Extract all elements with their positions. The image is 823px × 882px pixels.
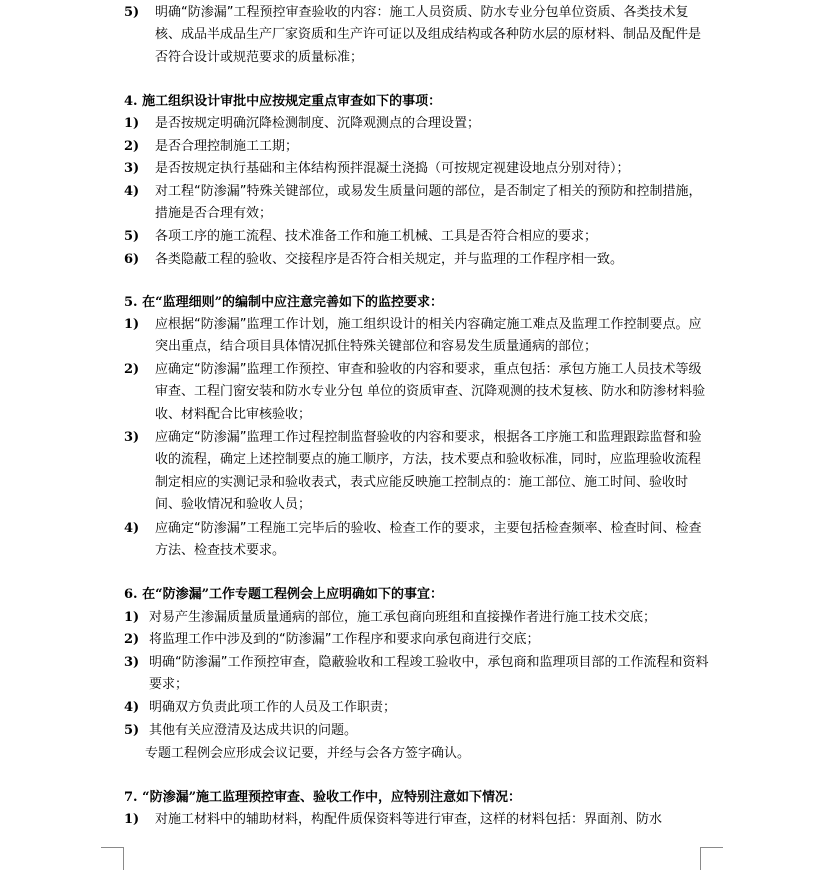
list-item-number: 2) bbox=[124, 362, 140, 377]
list-item-text: 对工程“防渗漏”特殊关键部位，或易发生质量问题的部位，是否制定了相关的预防和控制措施，措施是否合理有效； bbox=[155, 184, 702, 222]
list-item bbox=[124, 158, 709, 180]
section-heading: 7. “防渗漏”施工监理预控审查、验收工作中，应特别注意如下情况： bbox=[124, 790, 522, 805]
list-item bbox=[124, 720, 709, 742]
list-item bbox=[124, 136, 709, 158]
list-item bbox=[124, 652, 709, 697]
list-item bbox=[124, 629, 709, 651]
list-item-number: 1) bbox=[124, 317, 140, 332]
list-item-number: 4) bbox=[124, 521, 140, 536]
list-item-text: 对施工材料中的辅助材料，构配件质保资料等进行审查，这样的材料包括：界面剂、防水 bbox=[155, 812, 663, 827]
list-item bbox=[124, 226, 709, 248]
list-item bbox=[124, 113, 709, 135]
list-item-number: 3) bbox=[124, 655, 140, 670]
list-item-number: 5) bbox=[124, 5, 140, 20]
list-item-number: 3) bbox=[124, 161, 140, 176]
list-item bbox=[124, 427, 709, 517]
list-item-text: 各项工序的施工流程、技术准备工作和施工机械、工具是否符合相应的要求； bbox=[155, 229, 598, 244]
list-item-text: 应确定“防渗漏”监理工作过程控制监督验收的内容和要求，根据各工序施工和监理跟踪监督和验收的流程，确定上述控制要点的施工顺序，方法，技术要点和验收标准，同时，应监理验收流程制定相应的实测记录和验收表式，表式应能反映施工控制点的：施工部位、施工时间、验收时间、验收情况和验收人员； bbox=[155, 430, 702, 513]
list-item-number: 2) bbox=[124, 632, 140, 647]
list-item-text: 对易产生渗漏质量质量通病的部位，施工承包商向班组和直接操作者进行施工技术交底； bbox=[149, 610, 657, 625]
list-item-text: 应确定“防渗漏”监理工作预控、审查和验收的内容和要求，重点包括：承包方施工人员技术等级审查、工程门窗安装和防水专业分包 单位的资质审查、沉降观测的技术复核、防水和防渗材料验收、材料配合比审核验收； bbox=[155, 362, 706, 422]
page-corner-mark-left bbox=[101, 847, 124, 870]
list-item-number: 1) bbox=[124, 812, 140, 827]
list-item-number: 4) bbox=[124, 184, 140, 199]
list-item bbox=[124, 518, 709, 563]
list-item-text: 其他有关应澄清及达成共识的问题。 bbox=[149, 723, 358, 738]
list-item-text: 应确定“防渗漏”工程施工完毕后的验收、检查工作的要求，主要包括检查频率、检查时间、检查方法、检查技术要求。 bbox=[155, 521, 702, 559]
list-item-number: 1) bbox=[124, 610, 140, 625]
list-item-number: 5) bbox=[124, 229, 140, 244]
list-item-number: 2) bbox=[124, 139, 140, 154]
list-item-text: 将监理工作中涉及到的“防渗漏”工作程序和要求向承包商进行交底； bbox=[149, 632, 540, 647]
list-item-number: 3) bbox=[124, 430, 140, 445]
list-item bbox=[124, 181, 709, 226]
list-item bbox=[124, 809, 709, 831]
section-heading: 6. 在“防渗漏”工作专题工程例会上应明确如下的事宜： bbox=[124, 587, 444, 602]
list-item bbox=[124, 2, 709, 69]
section-heading: 5. 在“监理细则”的编制中应注意完善如下的监控要求： bbox=[124, 295, 444, 310]
page-corner-mark-right bbox=[700, 847, 723, 870]
list-item-text: 各类隐蔽工程的验收、交接程序是否符合相关规定，并与监理的工作程序相一致。 bbox=[155, 252, 624, 267]
list-item bbox=[124, 314, 709, 359]
section-note: 专题工程例会应形成会议记要，并经与会各方签字确认。 bbox=[145, 746, 471, 761]
list-item bbox=[124, 697, 709, 719]
list-item-number: 1) bbox=[124, 116, 140, 131]
list-item-number: 6) bbox=[124, 252, 140, 267]
list-item-text: 是否按规定执行基础和主体结构预拌混凝土浇捣（可按规定视建设地点分别对待）； bbox=[155, 161, 630, 176]
list-item-text: 明确双方负责此项工作的人员及工作职责； bbox=[149, 700, 397, 715]
list-item-number: 4) bbox=[124, 700, 140, 715]
list-item bbox=[124, 249, 709, 271]
list-item bbox=[124, 359, 709, 426]
list-item bbox=[124, 607, 709, 629]
list-item-text: 应根据“防渗漏”监理工作计划，施工组织设计的相关内容确定施工难点及监理工作控制要点。应突出重点，结合项目具体情况抓住特殊关键部位和容易发生质量通病的部位； bbox=[155, 317, 702, 355]
list-item-text: 明确“防渗漏”工程预控审查验收的内容：施工人员资质、防水专业分包单位资质、各类技术复核、成品半成品生产厂家资质和生产许可证以及组成结构或各种防水层的原材料、制品及配件是否符合设计或规范要求的质量标准； bbox=[155, 5, 702, 65]
list-item-text: 明确“防渗漏”工作预控审查，隐蔽验收和工程竣工验收中，承包商和监理项目部的工作流程和资料要求； bbox=[149, 655, 709, 693]
list-item-number: 5) bbox=[124, 723, 140, 738]
list-item-text: 是否合理控制施工工期； bbox=[155, 139, 299, 154]
list-item-text: 是否按规定明确沉降检测制度、沉降观测点的合理设置； bbox=[155, 116, 481, 131]
section-heading: 4. 施工组织设计审批中应按规定重点审查如下的事项： bbox=[124, 94, 442, 109]
